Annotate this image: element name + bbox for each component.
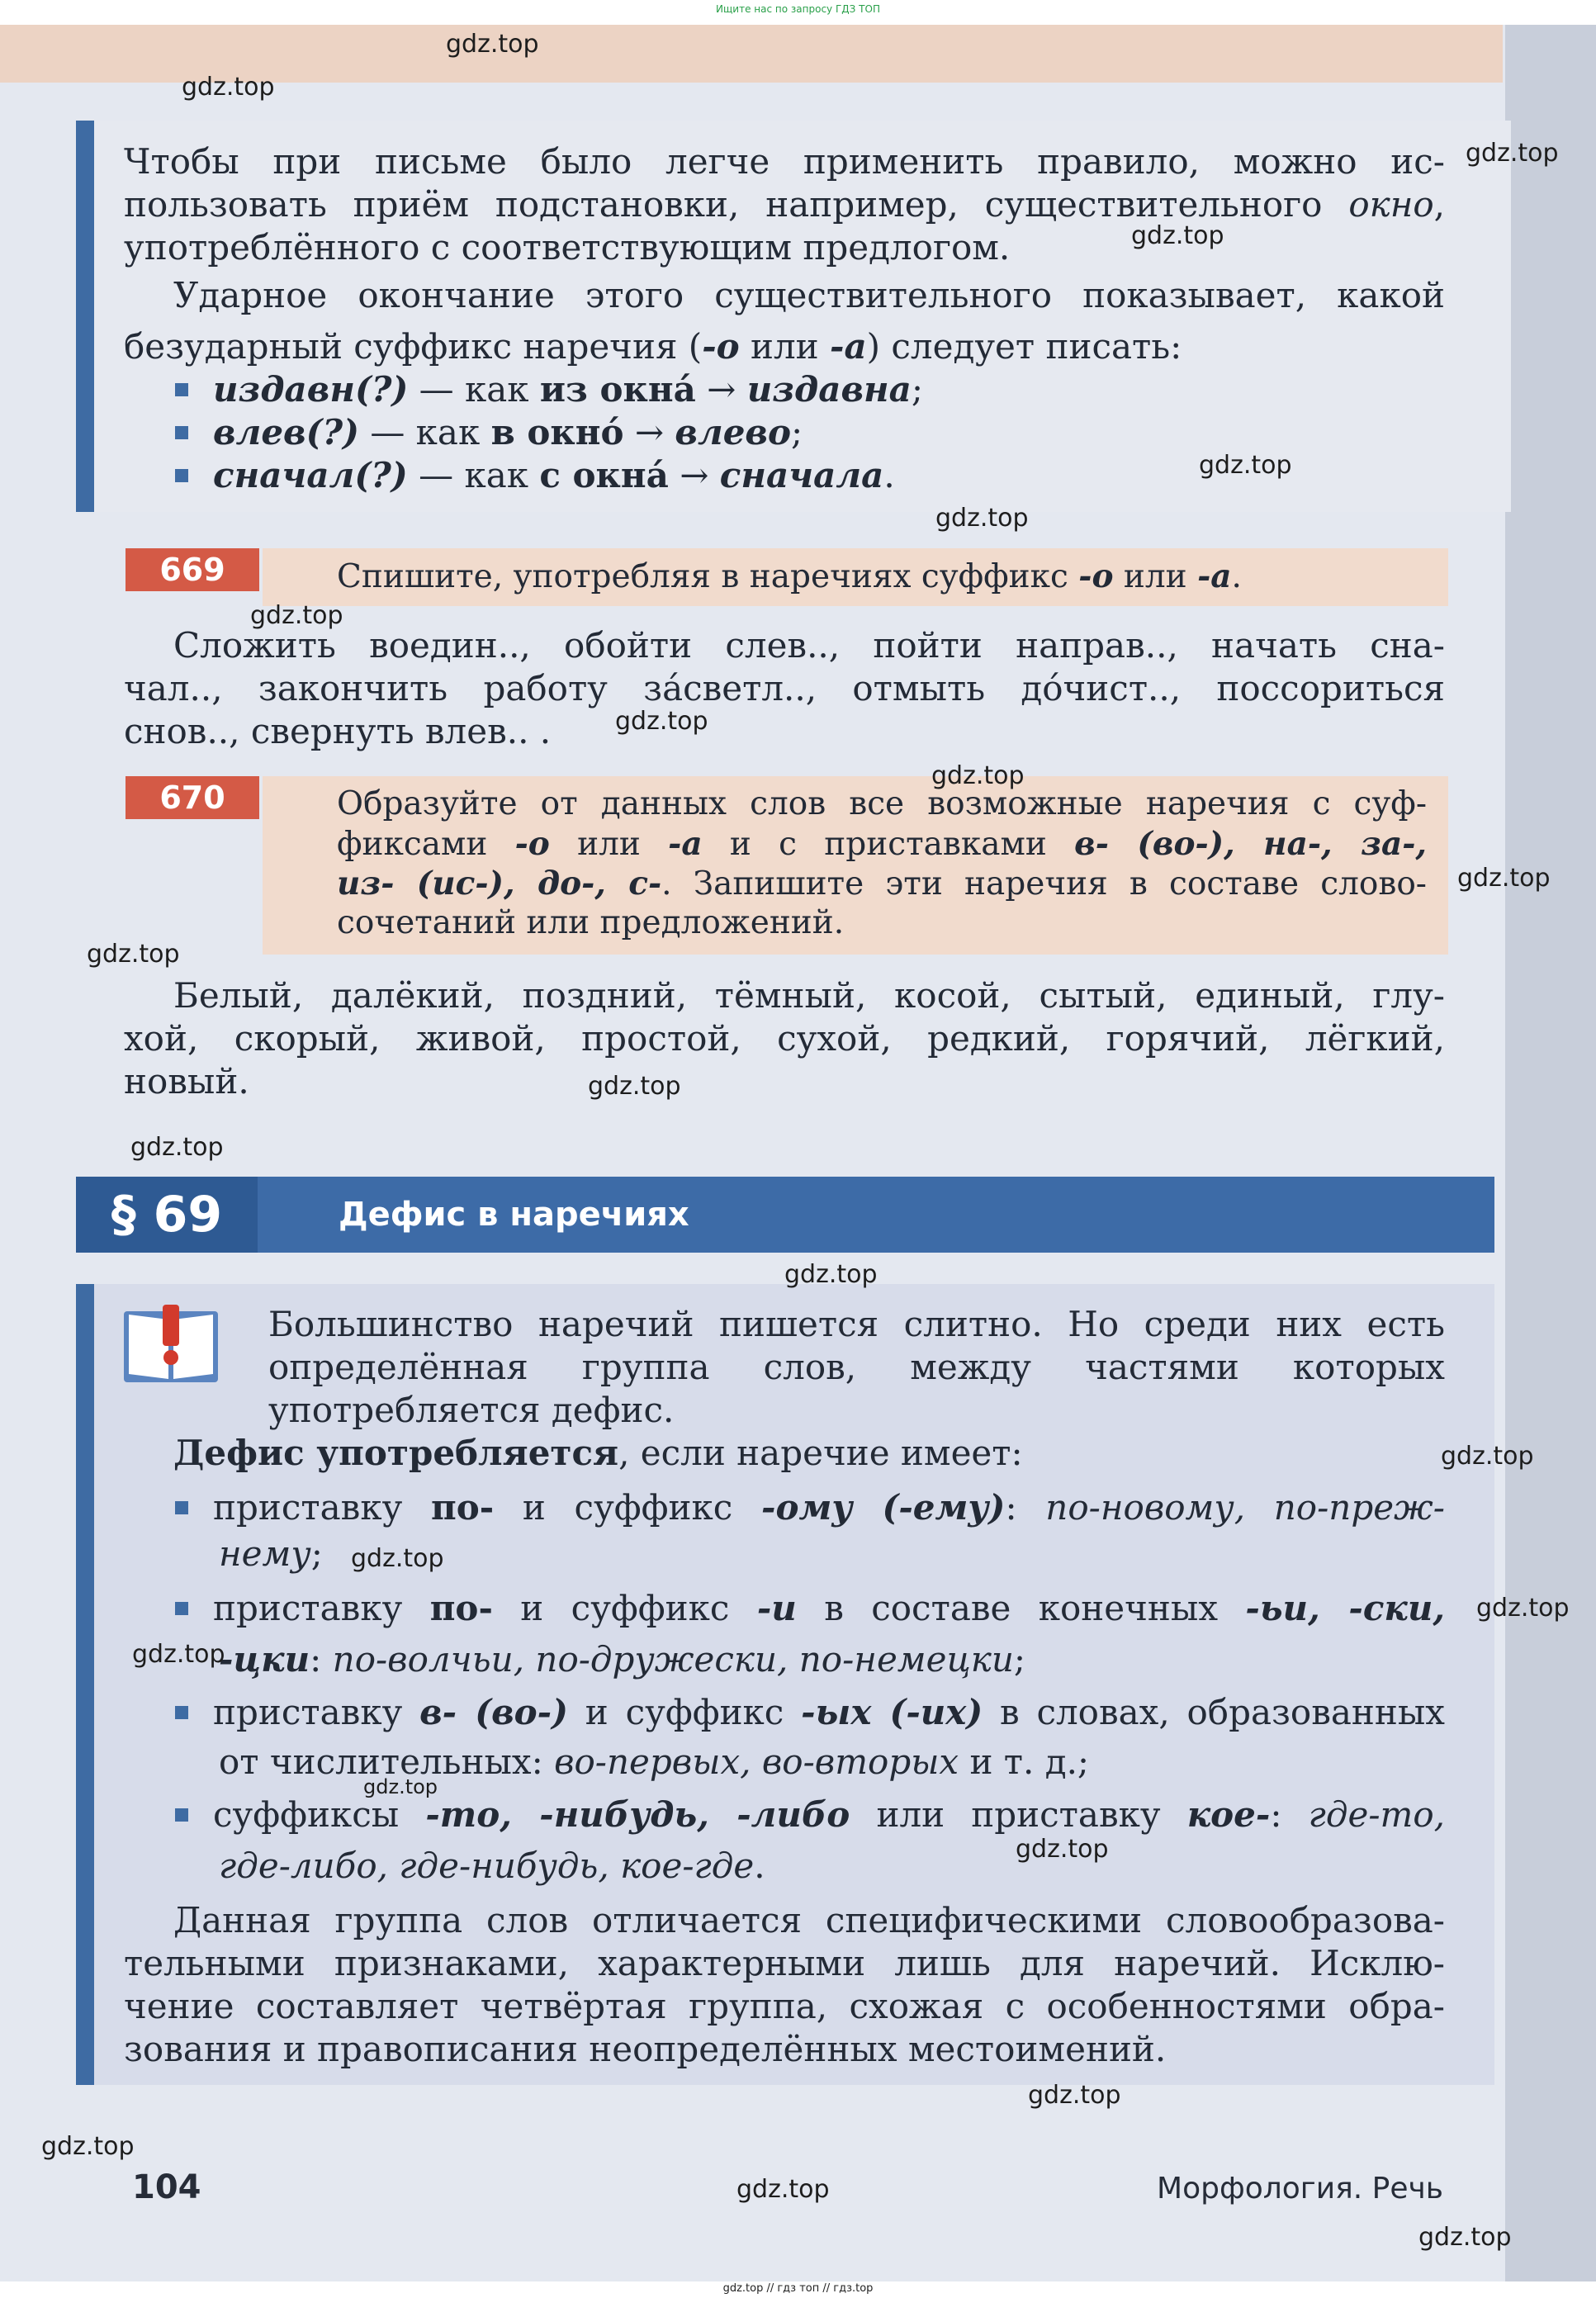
rule-2-item-2: приставку по- и суффикс -и в составе конечных -ьи, -ски,: [175, 1587, 1445, 1630]
watermark: gdz.top: [931, 761, 1025, 790]
watermark: gdz.top: [588, 1072, 681, 1101]
rule-2-accent-bar: [76, 1284, 94, 2085]
bullet-marker: [175, 1501, 188, 1514]
section-header-bar: [76, 1177, 1494, 1253]
watermark: gdz.top: [615, 707, 708, 736]
rule-2-para-1: Данная группа слов отличается специфическими словообразова-: [173, 1900, 1445, 1940]
rule-2-item-1: приставку по- и суффикс -ому (-ему): по-новому, по-преж-: [175, 1486, 1445, 1529]
watermark: gdz.top: [1441, 1442, 1534, 1471]
bullet-marker: [175, 383, 188, 396]
exercise-670-words-2: хой, скорый, живой, простой, сухой, редкий, горячий, лёгкий,: [124, 1018, 1445, 1059]
bullet-marker: [175, 1706, 188, 1719]
watermark: gdz.top: [182, 73, 275, 102]
rule-2-item-2-cont: -цки: по-волчьи, по-дружески, по-немецки;: [219, 1639, 1026, 1680]
rule-2-lead: Дефис употребляется, если наречие имеет:: [173, 1433, 1023, 1473]
exercise-670-line-4: сочетаний или предложений.: [337, 904, 845, 941]
section-title: Дефис в наречиях: [339, 1196, 689, 1234]
exercise-670-line-2: фиксами -о или -а и с приставками в- (во-), на-, за-,: [337, 825, 1427, 863]
watermark: gdz.top: [1457, 864, 1551, 893]
top-banner-note: Ищите нас по запросу ГДЗ ТОП: [716, 3, 880, 15]
bullet-marker: [175, 1808, 188, 1822]
exercise-669-number: 669: [126, 548, 259, 591]
bullet-marker: [175, 426, 188, 439]
rule-2-para-4: зования и правописания неопределённых местоимений.: [124, 2029, 1167, 2069]
watermark: gdz.top: [351, 1544, 444, 1573]
watermark: gdz.top: [1016, 1835, 1109, 1864]
watermark: gdz.top: [935, 504, 1029, 533]
rule-2-item-3: приставку в- (во-) и суффикс -ых (-их) в словах, образованных: [175, 1691, 1445, 1734]
rule-2-item-4-cont: где-либо, где-нибудь, кое-где.: [219, 1846, 765, 1886]
rule-2-intro-1: Большинство наречий пишется слитно. Но среди них есть: [268, 1304, 1445, 1344]
exercise-670-line-1: Образуйте от данных слов все возможные наречия с суф-: [337, 785, 1427, 822]
rule-2-para-3: чение составляет четвёртая группа, схожая с особенностями обра-: [124, 1986, 1445, 2026]
exercise-669-task: Спишите, употребляя в наречиях суффикс -о или -а.: [337, 557, 1242, 595]
watermark: gdz.top: [736, 2175, 830, 2204]
watermark: gdz.top: [1476, 1594, 1570, 1623]
rule-2-item-3-cont: от числительных: во-первых, во-вторых и т. д.;: [219, 1741, 1090, 1782]
page-number: 104: [132, 2168, 201, 2206]
exercise-670-line-3: из- (ис-), до-, с-. Запишите эти наречия в составе слово-: [337, 865, 1427, 903]
bullet-marker: [175, 1602, 188, 1615]
rule-line-2: пользовать приём подстановки, например, существительного окно,: [124, 184, 1446, 225]
watermark: gdz.top: [87, 940, 180, 969]
rule-line-3: употреблённого с соответствующим предлогом.: [124, 227, 1011, 268]
exercise-669-line-2: чал.., закончить работу за́светл.., отмыть до́чист.., поссориться: [124, 668, 1445, 708]
exercise-669-line-3: снов.., свернуть влев.. .: [124, 711, 552, 751]
watermark: gdz.top: [250, 601, 343, 630]
rule-bullet-2: влев(?) — как в окно́ → влево;: [175, 411, 1447, 454]
watermark: gdz.top: [132, 1640, 225, 1669]
rule-line-4: Ударное окончание этого существительного показывает, какой: [173, 275, 1445, 315]
section-number: § 69: [76, 1177, 258, 1253]
watermark: gdz.top: [130, 1133, 224, 1162]
watermark: gdz.top: [41, 2132, 135, 2161]
bottom-banner-note: gdz.top // гдз топ // гдз.top: [722, 2282, 874, 2295]
watermark: gdz.top: [1028, 2081, 1121, 2110]
open-book-exclamation-icon: [122, 1305, 220, 1384]
rule-2-para-2: тельными признаками, характерными лишь для наречий. Исклю-: [124, 1943, 1445, 1983]
rule-bullet-1: издавн(?) — как из окна́ → издавна;: [175, 368, 1447, 411]
rule-2-item-1-cont: нему;: [219, 1533, 323, 1574]
watermark: gdz.top: [1418, 2223, 1512, 2252]
page-edge-strip: [1505, 25, 1596, 2281]
rule-2-intro-3: употребляется дефис.: [268, 1390, 675, 1430]
rule-line-5: безударный суффикс наречия (-о или -а) следует писать:: [124, 326, 1182, 367]
watermark: gdz.top: [363, 1775, 438, 1798]
watermark: gdz.top: [784, 1260, 878, 1289]
exercise-670-words-1: Белый, далёкий, поздний, тёмный, косой, сытый, единый, глу-: [173, 975, 1445, 1016]
rule-line-1: Чтобы при письме было легче применить правило, можно ис-: [124, 141, 1445, 182]
exercise-670-number: 670: [126, 776, 259, 819]
watermark: gdz.top: [1466, 139, 1559, 168]
rule-2-item-4: суффиксы -то, -нибудь, -либо или приставку кое-: где-то,: [175, 1793, 1445, 1836]
rule-2-intro-2: определённая группа слов, между частями которых: [268, 1347, 1445, 1387]
exercise-669-line-1: Сложить воедин.., обойти слев.., пойти направ.., начать сна-: [173, 625, 1445, 666]
watermark: gdz.top: [1199, 451, 1292, 480]
exercise-670-words-3: новый.: [124, 1061, 249, 1102]
watermark: gdz.top: [446, 30, 539, 59]
running-footer-title: Морфология. Речь: [1157, 2172, 1443, 2206]
rule-box-accent-bar: [76, 121, 94, 512]
watermark: gdz.top: [1131, 221, 1224, 250]
rule-bullet-3: сначал(?) — как с окна́ → сначала.: [175, 454, 1447, 497]
bullet-marker: [175, 469, 188, 482]
